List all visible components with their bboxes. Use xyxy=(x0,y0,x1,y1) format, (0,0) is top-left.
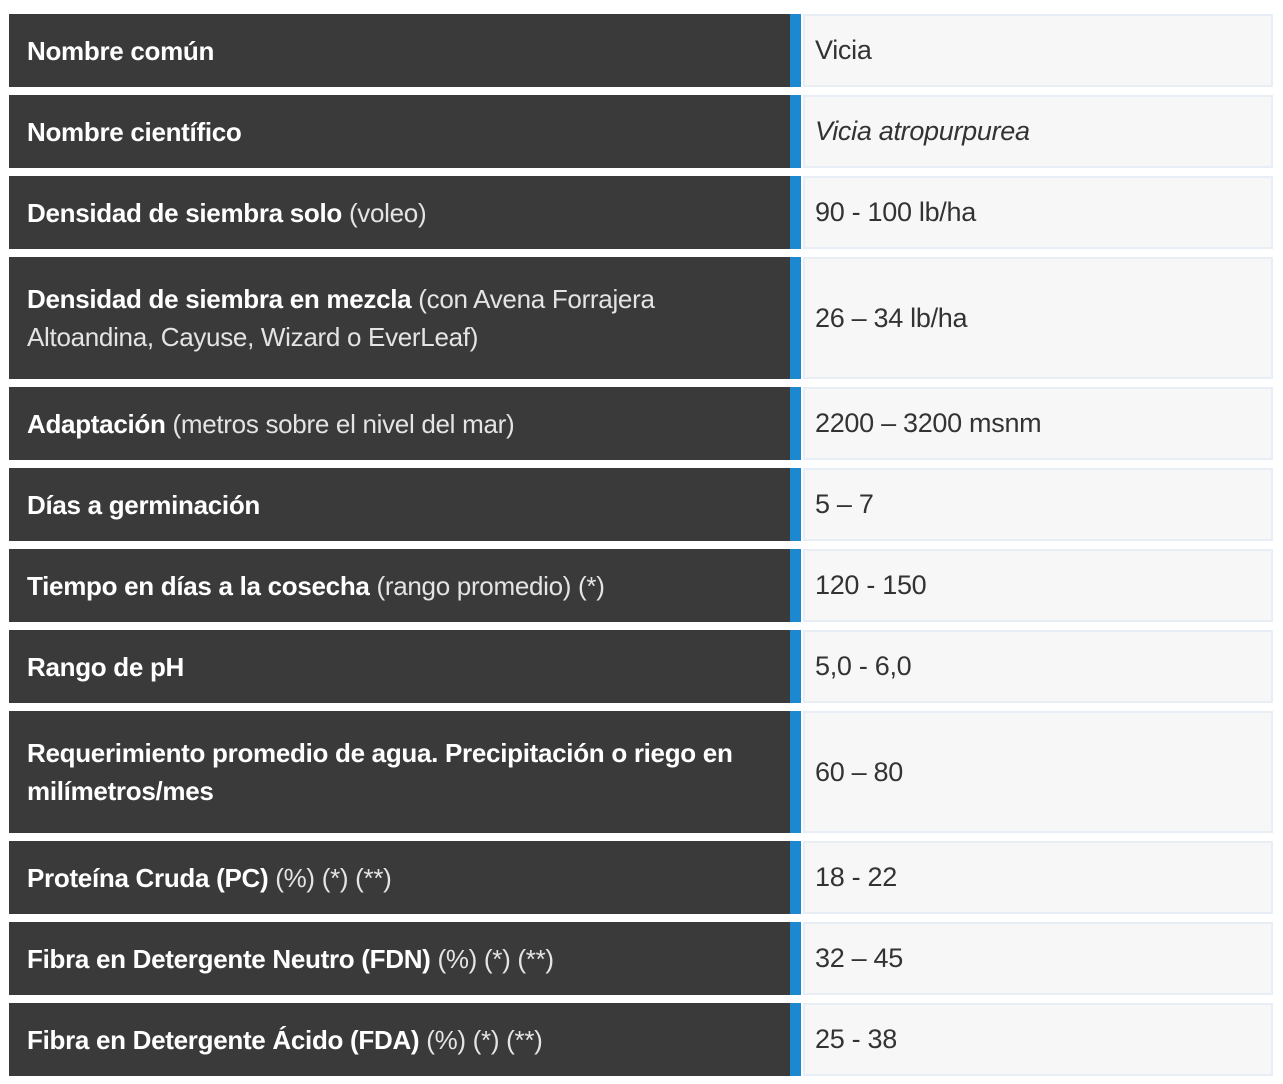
row-label-cell xyxy=(9,630,790,703)
table-row xyxy=(9,630,1273,703)
accent-stripe xyxy=(790,468,801,541)
accent-stripe xyxy=(790,387,801,460)
row-label-cell xyxy=(9,14,790,87)
accent-stripe xyxy=(790,1003,801,1076)
row-label: Fibra en Detergente Neutro (FDN) xyxy=(27,943,431,974)
row-label: Densidad de siembra solo xyxy=(27,197,343,228)
row-label-cell xyxy=(9,549,790,622)
table-row xyxy=(9,14,1273,87)
table-row xyxy=(9,176,1273,249)
row-label-cell xyxy=(9,922,790,995)
row-label: Adaptación xyxy=(27,408,166,439)
row-label-note: (voleo) xyxy=(342,197,427,228)
table-row xyxy=(9,468,1273,541)
row-label: Densidad de siembra en mezcla xyxy=(27,284,412,314)
row-label-note: (metros sobre el nivel del mar) xyxy=(165,408,515,439)
accent-stripe xyxy=(790,841,801,914)
accent-stripe xyxy=(790,95,801,168)
row-label-cell xyxy=(9,468,790,541)
row-label-cell xyxy=(9,387,790,460)
accent-stripe xyxy=(790,549,801,622)
row-label-cell xyxy=(9,95,790,168)
row-label: Fibra en Detergente Ácido (FDA) xyxy=(27,1024,420,1055)
row-value: Vicia atropurpurea xyxy=(803,95,1273,168)
row-value: 26 – 34 lb/ha xyxy=(803,257,1273,379)
row-label: Tiempo en días a la cosecha xyxy=(27,570,370,601)
table-row xyxy=(9,711,1273,833)
row-label-note: (%) (*) (**) xyxy=(268,862,392,893)
row-label-note: (rango promedio) (*) xyxy=(369,570,605,601)
row-value: 32 – 45 xyxy=(803,922,1273,995)
accent-stripe xyxy=(790,14,801,87)
row-label: Proteína Cruda (PC) xyxy=(27,862,269,893)
row-label: Nombre científico xyxy=(27,116,242,147)
accent-stripe xyxy=(790,630,801,703)
species-info-table xyxy=(9,14,1273,1084)
table-row xyxy=(9,922,1273,995)
row-label-note: (con Avena Forrajera Altoandina, Cayuse, Wizard o EverLeaf) xyxy=(27,284,655,352)
row-label-cell xyxy=(9,257,790,379)
row-label: Requerimiento promedio de agua. Precipitación o riego en milímetros/mes xyxy=(27,738,733,806)
accent-stripe xyxy=(790,711,801,833)
row-label-note: (%) (*) (**) xyxy=(419,1024,543,1055)
row-label-cell xyxy=(9,711,790,833)
row-value: 2200 – 3200 msnm xyxy=(803,387,1273,460)
row-label: Rango de pH xyxy=(27,651,185,682)
row-value: Vicia xyxy=(803,14,1273,87)
row-value: 90 - 100 lb/ha xyxy=(803,176,1273,249)
row-value: 60 – 80 xyxy=(803,711,1273,833)
row-value: 120 - 150 xyxy=(803,549,1273,622)
table-row xyxy=(9,549,1273,622)
accent-stripe xyxy=(790,176,801,249)
row-label-cell xyxy=(9,176,790,249)
accent-stripe xyxy=(790,922,801,995)
row-value: 18 - 22 xyxy=(803,841,1273,914)
row-label: Nombre común xyxy=(27,35,215,66)
table-row xyxy=(9,257,1273,379)
table-row xyxy=(9,95,1273,168)
table-row xyxy=(9,841,1273,914)
row-label-note: (%) (*) (**) xyxy=(430,943,554,974)
row-label-cell xyxy=(9,1003,790,1076)
table-row xyxy=(9,387,1273,460)
row-value: 5,0 - 6,0 xyxy=(803,630,1273,703)
row-value: 25 - 38 xyxy=(803,1003,1273,1076)
row-label-cell xyxy=(9,841,790,914)
accent-stripe xyxy=(790,257,801,379)
row-value: 5 – 7 xyxy=(803,468,1273,541)
row-label: Días a germinación xyxy=(27,489,261,520)
table-row xyxy=(9,1003,1273,1076)
